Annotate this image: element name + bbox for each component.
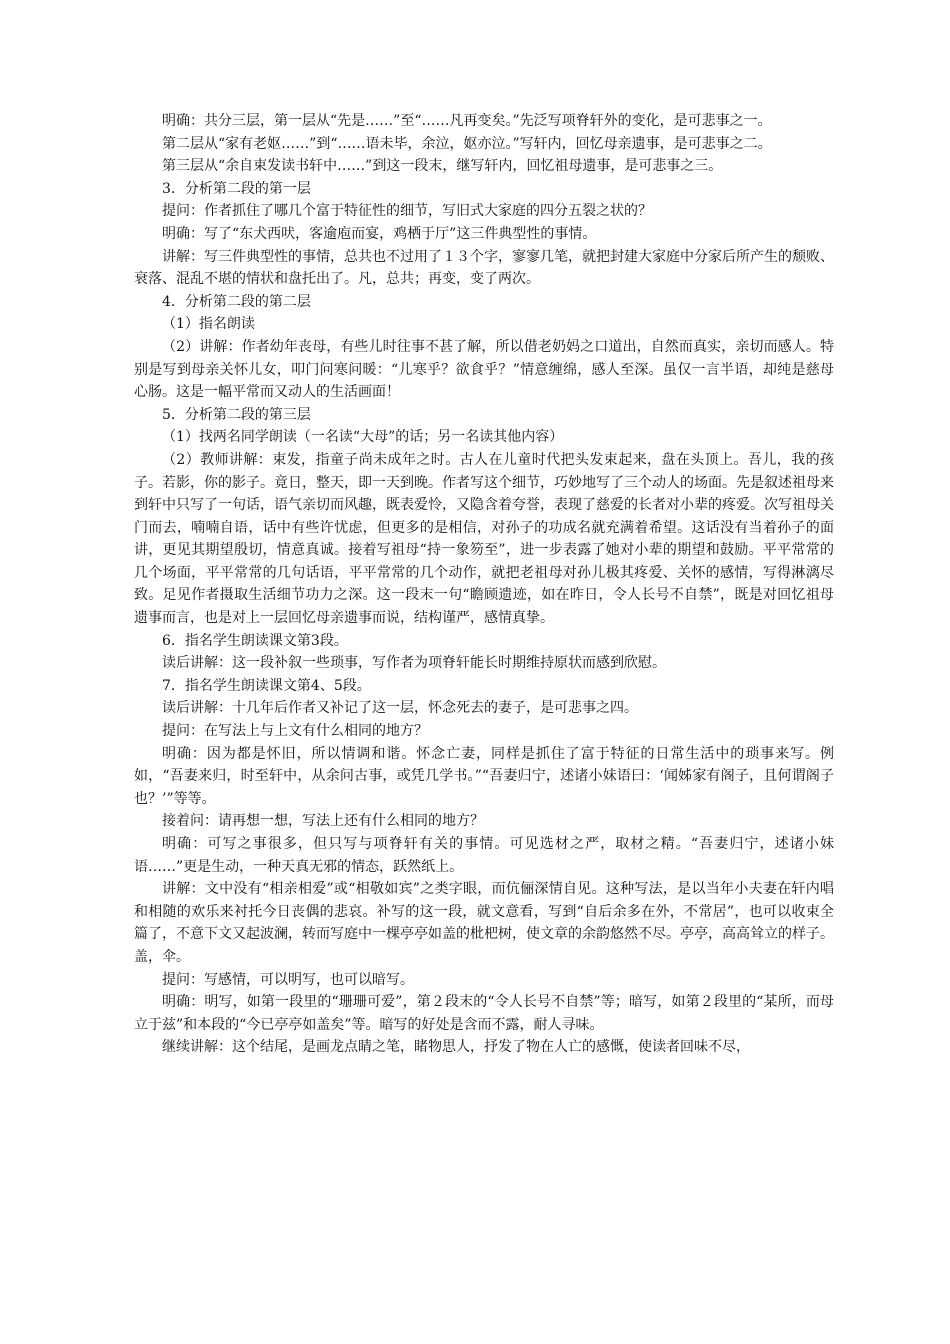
paragraph-explain-2: 读后讲解：这一段补叙一些琐事，写作者为项脊轩能长时期维持原状而感到欣慰。	[162, 655, 666, 672]
paragraph-2: 第二层从“家有老妪……”到“……语未毕，余泣，妪亦泣。”写轩内，回忆母亲遗事，是可悲事之二。	[162, 135, 772, 152]
paragraph-step-1: （1）指名朗读	[162, 316, 255, 333]
paragraph-step-3: （1）找两名同学朗读（一名读“大母”的话；另一名读其他内容）	[162, 429, 564, 446]
section-heading-7: 7．指名学生朗读课文第4、5段。	[162, 677, 371, 694]
paragraph-answer-4: 明确：明写，如第一段里的“珊珊可爱”，第２段末的“令人长号不自禁”等；暗写，如第２段里的“某所，而母立于兹”和本段的“今已亭亭如盖矣”等。暗写的好处是含而不露，耐人寻味。	[134, 994, 834, 1033]
paragraph-explain-3: 读后讲解：十几年后作者又补记了这一层，怀念死去的妻子，是可悲事之四。	[162, 700, 638, 717]
section-heading-4: 4．分析第二段的第二层	[162, 293, 311, 310]
paragraph-step-4: （2）教师讲解：束发，指童子尚未成年之时。古人在儿童时代把头发束起来，盘在头顶上。吾儿，我的孩子。若影，你的影子。竟日，整天，即一天到晚。作者写这个细节，巧妙地写了三个动人的场面。先是叙述祖母来到轩中只写了一句话，语气亲切而风趣，既表爱怜，又隐含着夸誉，表现了慈爱的长者对小辈的疼爱。次写祖母关门而去，喃喃自语，话中有些许忧虑，但更多的是相信，对孙子的功成名就充满着希望。这话没有当着孙子的面讲，更见其期望殷切，情意真诚。接着写祖母“持一象笏至”，进一步表露了她对小辈的期望和鼓励。平平常常的几个场面，平平常常的几句话语，平平常常的几个动作，就把老祖母对孙儿极其疼爱、关怀的感情，写得淋漓尽致。足见作者摄取生活细节功力之深。这一段末一句“瞻顾遗迹，如在昨日，令人长号不自禁”，既是对回忆祖母遗事而言，也是对上一层回忆母亲遗事而说，结构谨严，感情真挚。	[134, 451, 834, 627]
paragraph-step-2: （2）讲解：作者幼年丧母，有些儿时往事不甚了解，所以借老奶妈之口道出，自然而真实，亲切而感人。特别是写到母亲关怀儿女，叩门问寒问暖：“儿寒乎？欲食乎？”情意缠绵，感人至深。虽仅一言半语，却纯是慈母心肠。这是一幅平常而又动人的生活画面！	[134, 338, 834, 401]
paragraph-question-2: 提问：在写法上与上文有什么相同的地方？	[162, 723, 428, 740]
paragraph-question-3: 接着问：请再想一想，写法上还有什么相同的地方？	[162, 813, 484, 830]
paragraph-1: 明确：共分三层，第一层从“先是……”至“……凡再变矣。”先泛写项脊轩外的变化，是可悲事之一。	[162, 113, 772, 129]
paragraph-question-1: 提问：作者抓住了哪几个富于特征性的细节，写旧式大家庭的四分五裂之状的？	[162, 203, 652, 220]
paragraph-answer-2: 明确：因为都是怀旧，所以情调和谐。怀念亡妻，同样是抓住了富于特征的日常生活中的琐事来写。例如，“吾妻来归，时至轩中，从余问古事，或凭几学书。”“吾妻归宁，述诸小妹语曰：‘闻姊家有阁子，且何谓阁子也？’”等等。	[134, 745, 834, 807]
paragraph-explain-5: 继续讲解：这个结尾，是画龙点睛之笔，睹物思人，抒发了物在人亡的感慨，使读者回味不尽，	[162, 1039, 750, 1056]
paragraph-explain-4: 讲解：文中没有“相亲相爱”或“相敬如宾”之类字眼，而伉俪深情自见。这种写法，是以当年小夫妻在轩内唱和相随的欢乐来衬托今日丧偶的悲哀。补写的这一段，就文意看，写到“自后余多在外，不常居”，也可以收束全篇了，不意下文又起波澜，转而写庭中一棵亭亭如盖的枇杷树，使文章的余韵悠然不尽。亭亭，高高耸立的样子。盖，伞。	[134, 881, 834, 965]
paragraph-answer-3: 明确：可写之事很多，但只写与项脊轩有关的事情。可见选材之严，取材之精。“吾妻归宁，述诸小妹语……”更是生动，一种天真无邪的情态，跃然纸上。	[134, 836, 834, 875]
section-heading-6: 6．指名学生朗读课文第3段。	[162, 632, 348, 649]
paragraph-answer-1: 明确：写了“东犬西吠，客逾庖而宴，鸡栖于厅”这三件典型性的事情。	[162, 225, 597, 242]
paragraph-3: 第三层从“余自束发读书轩中……”到这一段末，继写轩内，回忆祖母遗事，是可悲事之三。	[162, 158, 723, 175]
section-heading-5: 5．分析第二段的第三层	[162, 406, 311, 423]
paragraph-explain-1: 讲解：写三件典型性的事情，总共也不过用了１３个字，寥寥几笔，就把封建大家庭中分家后所产生的颓败、衰落、混乱不堪的情状和盘托出了。凡，总共；再变，变了两次。	[134, 248, 834, 288]
document-page	[134, 110, 834, 1059]
section-heading-3: 3．分析第二段的第一层	[162, 180, 311, 197]
paragraph-question-4: 提问：写感情，可以明写，也可以暗写。	[162, 971, 414, 988]
